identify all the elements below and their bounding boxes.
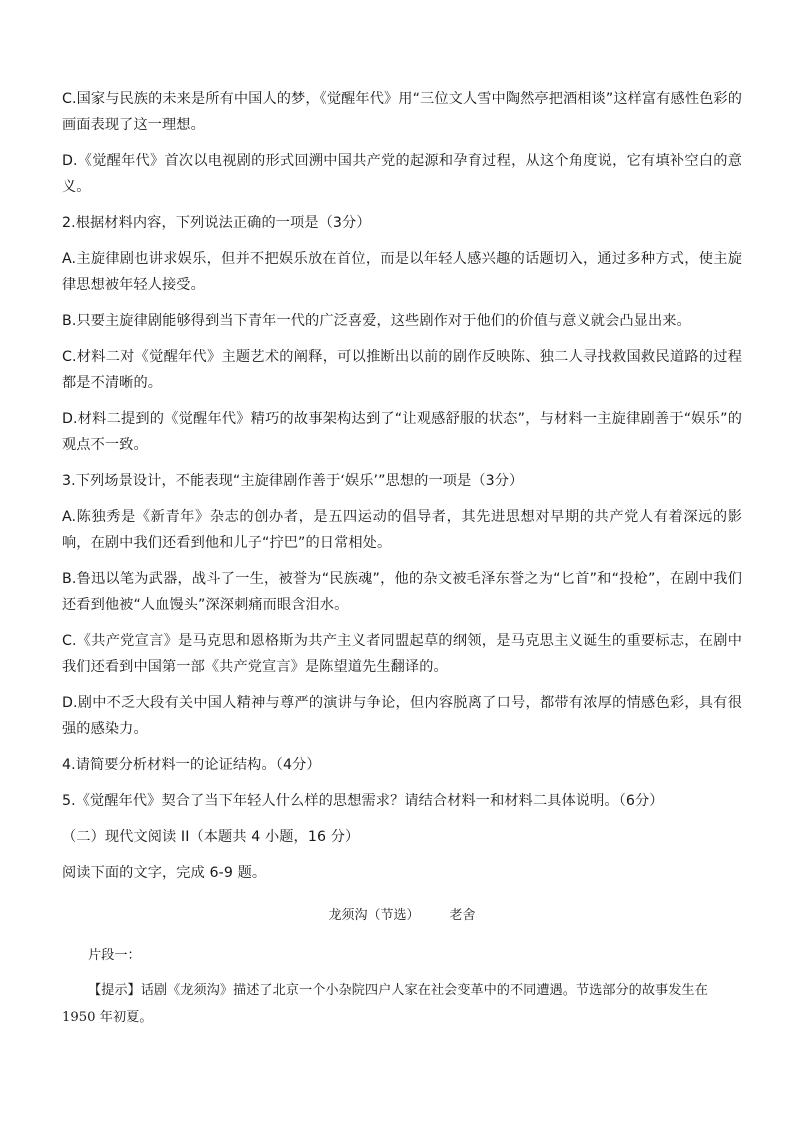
question-2-stem: 2.根据材料内容，下列说法正确的一项是（3分） (62, 215, 371, 231)
document-body (62, 86, 742, 1031)
question-2-option-a: A.主旋律剧也讲求娱乐，但并不把娱乐放在首位，而是以年轻人感兴趣的话题切入，通过多种方式，使主旋律思想被年轻人接受。 (62, 251, 742, 293)
hint-paragraph: 【提示】话剧《龙须沟》描述了北京一个小杂院四户人家在社会变革中的不同遭遇。节选部分的故事发生在 1950 年初夏。 (62, 983, 708, 1025)
reading-instruction: 阅读下面的文字，完成 6-9 题。 (62, 865, 267, 881)
question-3-option-b: B.鲁迅以笔为武器，战斗了一生，被誉为“民族魂”，他的杂文被毛泽东誉之为“匕首”和“投枪”，在剧中我们还看到他被“人血馒头”深深刺痛而眼含泪水。 (62, 571, 742, 613)
question-3-option-d: D.剧中不乏大段有关中国人精神与尊严的演讲与争论，但内容脱离了口号，都带有浓厚的情感色彩，具有很强的感染力。 (62, 695, 742, 737)
question-5: 5.《觉醒年代》契合了当下年轻人什么样的思想需求？请结合材料一和材料二具体说明。（6分） (62, 793, 664, 809)
question-2-option-c: C.材料二对《觉醒年代》主题艺术的阐释，可以推断出以前的剧作反映陈、独二人寻找救国救民道路的过程都是不清晰的。 (62, 349, 742, 391)
question-1-option-c: C.国家与民族的未来是所有中国人的梦，《觉醒年代》用“三位文人雪中陶然亭把酒相谈”这样富有感性色彩的画面表现了这一理想。 (62, 91, 742, 133)
excerpt-title-line (62, 904, 742, 928)
section-heading: （二）现代文阅读 II（本题共 4 小题，16 分） (62, 829, 360, 845)
question-2-option-b: B.只要主旋律剧能够得到当下青年一代的广泛喜爱，这些剧作对于他们的价值与意义就会凸显出来。 (62, 313, 691, 329)
question-3-option-a: A.陈独秀是《新青年》杂志的创办者，是五四运动的倡导者，其先进思想对早期的共产党人有着深远的影响，在剧中我们还看到他和儿子“拧巴”的日常相处。 (62, 509, 742, 551)
question-2-option-d: D.材料二提到的《觉醒年代》精巧的故事架构达到了“让观感舒服的状态”，与材料一主旋律剧善于“娱乐”的观点不一致。 (62, 411, 742, 453)
question-4: 4.请简要分析材料一的论证结构。（4分） (62, 757, 321, 773)
fragment-label: 片段一： (88, 948, 141, 963)
question-3-option-c: C.《共产党宣言》是马克思和恩格斯为共产主义者同盟起草的纲领，是马克思主义诞生的重要标志，在剧中我们还看到中国第一部《共产党宣言》是陈望道先生翻译的。 (62, 633, 742, 675)
question-1-option-d: D.《觉醒年代》首次以电视剧的形式回溯中国共产党的起源和孕育过程，从这个角度说，它有填补空白的意义。 (62, 153, 742, 195)
excerpt-title: 龙须沟（节选） (328, 908, 420, 923)
question-3-stem: 3.下列场景设计，不能表现“主旋律剧作善于‘娱乐’”思想的一项是（3分） (62, 473, 524, 489)
excerpt-author: 老舍 (449, 908, 476, 923)
